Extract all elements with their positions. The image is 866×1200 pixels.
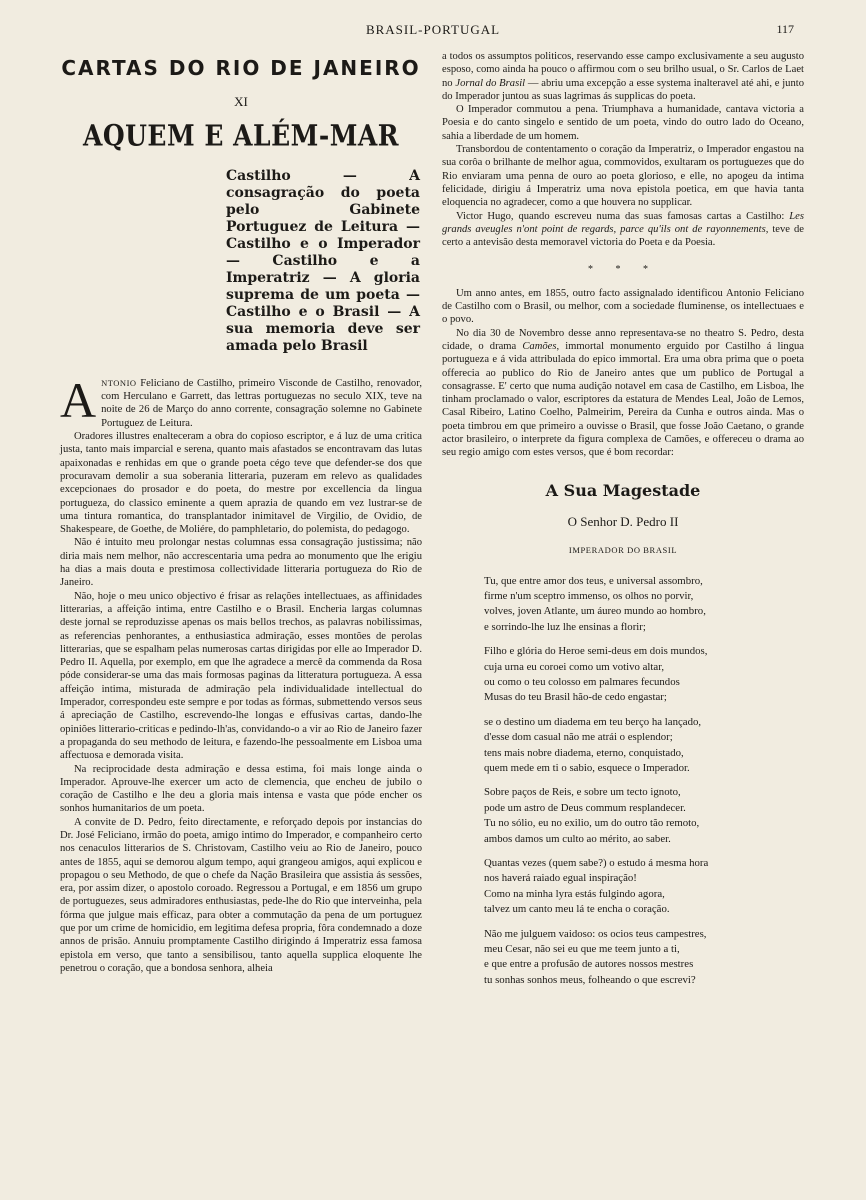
poem-dedication: IMPERADOR DO BRASIL [568,545,678,556]
poem-subtitle: O Senhor D. Pedro II [567,513,679,529]
drama-title: Camões [522,340,557,352]
poem-stanza [484,856,804,918]
series-title: CARTAS DO RIO DE JANEIRO [61,56,421,80]
poem-line: cuja urna eu coroei como um votivo altar, [484,660,665,673]
poem-stanza [484,927,804,989]
poem-line: Filho e glória do Heroe semi-deus em dois mundos, [484,645,708,658]
poem-line: talvez um canto meu lá te encha o coração. [484,903,670,916]
paragraph: Transbordou de contentamento o coração da Imperatriz, o Imperador engastou na sua corôa o brilhante de melhor agua, commovidos, exultaram os portuguezes que do Rio enviaram uma penna de ouro ao poeta glorioso, e elle, no apogeu da intima felicidade, dirigiu á Imperatriz uma nova epistola poetica, em que havia tanta eloquencia no agradecer, como a que houvera no supplicar. [442,144,804,209]
poem-line: pode um astro de Deus commum resplandecer. [484,801,686,814]
paragraph: Não é intuito meu prolongar nestas columnas essa consagração justissima; não diria mais nem melhor, não accrescentaria uma pedra ao monumento que lhe erigiu ha dias a mais douta e prestimosa collectividade litteraria portugueza do Rio de Janeiro. [60,537,422,589]
drop-cap: A [60,371,97,428]
paragraph: Um anno antes, em 1855, outro facto assignalado identificou Antonio Feliciano de Castilho com o Brasil, ou melhor, com a sociedade fluminense, os intellectuaes e o povo. [442,287,804,326]
letter-number: XI [234,94,248,110]
paragraph [442,327,804,460]
poem-line: Tu, que entre amor dos teus, e universal assombro, [484,574,703,587]
poem-stanza [484,715,804,777]
left-column [60,50,422,975]
right-column [442,50,804,997]
opening-paragraph [60,371,422,430]
continued-paragraph [442,50,804,103]
poem-line: firme n'um sceptro immenso, os olhos no porvir, [484,589,694,602]
running-title: BRASIL-PORTUGAL [365,22,501,37]
poem-line: Não me julguem vaidoso: os ocios teus campestres, [484,927,707,940]
poem-line: ou como o teu colosso em palmares fecundos [484,675,680,688]
poem-line: d'esse dom casual não me atrái o esplendor; [484,731,673,744]
poem-line: tens mais nobre diadema, eterno, conquistado, [484,746,684,759]
poem-line: e que entre a profusão de autores nossos mestres [484,958,694,971]
article-body-left [60,371,422,975]
drama-text: , immortal monumento erguido por Castilho á lingua portugueza e á vida attribulada do epico immortal. Era uma obra prima que o poeta offerecia ao publico do Rio de Janeiro antes que um publico de Portugal a consagrasse. E' certo que numa audição notavel em casa de Castilho, em Lisboa, lhe tinham proclamado o valor, escriptores da estatura de Mendes Leal, João de Lemos, Casal Ribeiro, Latino Coelho, Palmeirim, Pereira da Cunha e outros ainda. Mas o poeta timbrou em que primeiro a ouvisse o Brasil, que fosse João Caetano, o grande actor brasileiro, o interprete da figura complexa de Camões, e offereceu o drama ao seu regio amigo com estes versos, que é bom recordar: [442,340,805,459]
poem-line: se o destino um diadema em teu berço ha lançado, [484,715,702,728]
poem-stanza [484,785,804,847]
poem-line: Tu no sólio, eu no exilio, um do outro tão remoto, [484,817,700,830]
quote-end: teve de certo a antevisão desta memoravel victoria do Poeta e da Poesia. [442,223,804,249]
quote-intro: Victor Hugo, quando escreveu numa das suas famosas cartas a Castilho: [456,210,790,222]
poem-line: Sobre paços de Reis, e sobre um tecto ignoto, [484,786,681,799]
poem-line: Musas do teu Brasil hão-de cedo engastar; [484,691,667,704]
paragraph [442,210,804,250]
poem-line: tu sonhas sonhos meus, folheando o que escrevi? [484,973,696,986]
poem-line: quem mede em ti o sabio, esquece o Imperador. [484,761,690,774]
page-number: 117 [776,22,794,36]
poem-line: Como na minha lyra estás fulgindo agora, [484,887,665,900]
opening-text: Feliciano de Castilho, primeiro Visconde de Castilho, renovador, com Herculano e Garrett, das lettras portuguezas no seculo XIX, teve na noite de 26 de Março do anno corrente, consagração solemne no Gabinete Portuguez de Leitura. [101,377,422,429]
article-title: AQUEM E ALÉM-MAR [82,118,400,152]
journal-name: Jornal do Brasil [455,77,526,89]
poem-stanza [484,644,804,706]
poem-line: Quantas vezes (quem sabe?) o estudo á mesma hora [484,857,709,869]
poem-line: ambos damos um culto ao mérito, ao saber. [484,832,671,845]
continued-text-end: — abriu uma excepção a esse systema inalteravel até ahi, e junto do Imperador juntou as suas lagrimas ás supplicas do poeta. [442,77,805,102]
poem-line: volves, joven Atlante, um áureo mundo ao hombro, [484,605,706,618]
poem [442,574,804,989]
paragraph: O Imperador commutou a pena. Triumphava a humanidade, cantava victoria a Poesia e do canto singelo e sentido de um poeta, vindo do outro lado do Oceano, sahia a liberdade de um homem. [442,104,804,142]
section-separator: * * * [588,264,658,276]
poem-title: A Sua Magestade [545,480,701,500]
paragraph: Na reciprocidade desta admiração e dessa estima, foi mais longe ainda o Imperador. Aprouve-lhe exercer um acto de clemencia, que encheu de jubilo o coração de Castilho e lhe deu a gloria mais intensa e vasta que póde encher os sonhos humanitarios de um poeta. [60,763,422,815]
paragraph: A convite de D. Pedro, feito directamente, e reforçado depois por instancias do Dr. José Feliciano, irmão do poeta, amigo intimo do Imperador, e companheiro certo nos cenaculos litterarios de S. Christovam, Castilho veiu ao Rio de Janeiro, pouco antes de 1855, aqui se demorou algum tempo, aqui grangeou amigos, aqui explicou e propagou o seu Methodo, de que o chefe da Nação Brasileira que assistia ás sessões, era, por assim dizer, o apostolo coroado. Regressou a Portugal, e em 1856 um grupo de portuguezes, seus admiradores enthusiastas, pede-lhe do Rio que interveinha, pela fórma que julgue mais efficaz, para obter a commutação da pena de um portuguez que por um crime de homicidio, em legitima defesa propria, fôra condemnado a doze annos de prisão. Annuiu promptamente Castilho dirigindo á Imperatriz essa famosa epistola em verso, que tanto a sensibilisou, tanto aquella supplica eloquente lhe penetrou o coração, que a bondosa senhora, alheia [60,816,422,974]
paragraph: Não, hoje o meu unico objectivo é frisar as relações intellectuaes, as affinidades litterarias, a affeição intima, entre Castilho e o Brasil. Encheria largas columnas deste jornal se reproduzisse apenas os mais bellos trechos, as palavras nobilissimas, as referencias penhorantes, a enthusiastica admiração, esses montões de perolas litterarias, que se espalham pelas numerosas cartas dirigidas por elle ao Imperador D. Pedro II. Aquella, por exemplo, em que lhe agradece a mercê da commenda da Rosa póde considerar-se uma das mais formosas paginas da litteratura portugueza. A essa affeição intima, misturada de admiração pela individualidade intellectual do Imperador, correspondeu este sempre e por todas as fórmas, submettendo versos seus á apreciação de Castilho, escrevendo-lhe longas e effusivas cartas, dando-lhe opiniões litterario-criticas e pedindo-lh'as, convidando-o a vir ao Rio de Janeiro fazer a propaganda do seu methodo de leitura, e fazendo-lhe pessoalmente em Lisboa uma affectuosa e demorada visita. [60,590,422,762]
paragraph: Oradores illustres enalteceram a obra do copioso escriptor, e á luz de uma critica justa, tanto mais imparcial e serena, quanto mais afastados se encontravam das lutas apaixonadas e renhidas em que o grande poeta cégo teve que defender-se dos que procuravam demolir a sua soberania litteraria, puzeram em relevo as qualidades excepcionaes do prosador e do poeta, do mestre por excellencia da lingua portugueza, do classico eminente a quem aprazia de quando em vez lustrar-se de uma tintura romantica, do transplantador inimitavel de Virgilio, de Ovidio, de Shakespeare, de Goethe, de Moliére, do pamphletario, do polemista, do pedagogo. [60,431,422,536]
poem-line: e sorrindo-lhe luz lhe ensinas a florir; [484,620,646,633]
continued-text: a todos os assumptos politicos, reservando esse campo exclusivamente a seu augusto esposo, como ainda ha pouco o affirmou com o seu brilho usual, o Sr. Carlos de Laet no [442,51,804,89]
drama-intro: No dia 30 de Novembro desse anno representava-se no theatro S. Pedro, desta cidade, o drama [442,327,804,352]
opening-word: NTONIO [101,377,137,388]
hugo-quote: Les grands aveugles n'ont point de regards, parce qu'ils ont de rayonnements, [442,210,804,235]
poem-line: meu Cesar, não sei eu que me teem junto a ti, [484,943,680,956]
poem-stanza [484,574,804,636]
article-summary: Castilho — A consagração do poeta pelo Gabinete Portuguez de Leitura — Castilho e o Imperador — Castilho e a Imperatriz — A gloria suprema de um poeta — Castilho e o Brasil — A sua memoria deve ser amada pelo Brasil [226,167,420,354]
poem-line: nos haverá raiado egual inspiração! [484,872,637,885]
